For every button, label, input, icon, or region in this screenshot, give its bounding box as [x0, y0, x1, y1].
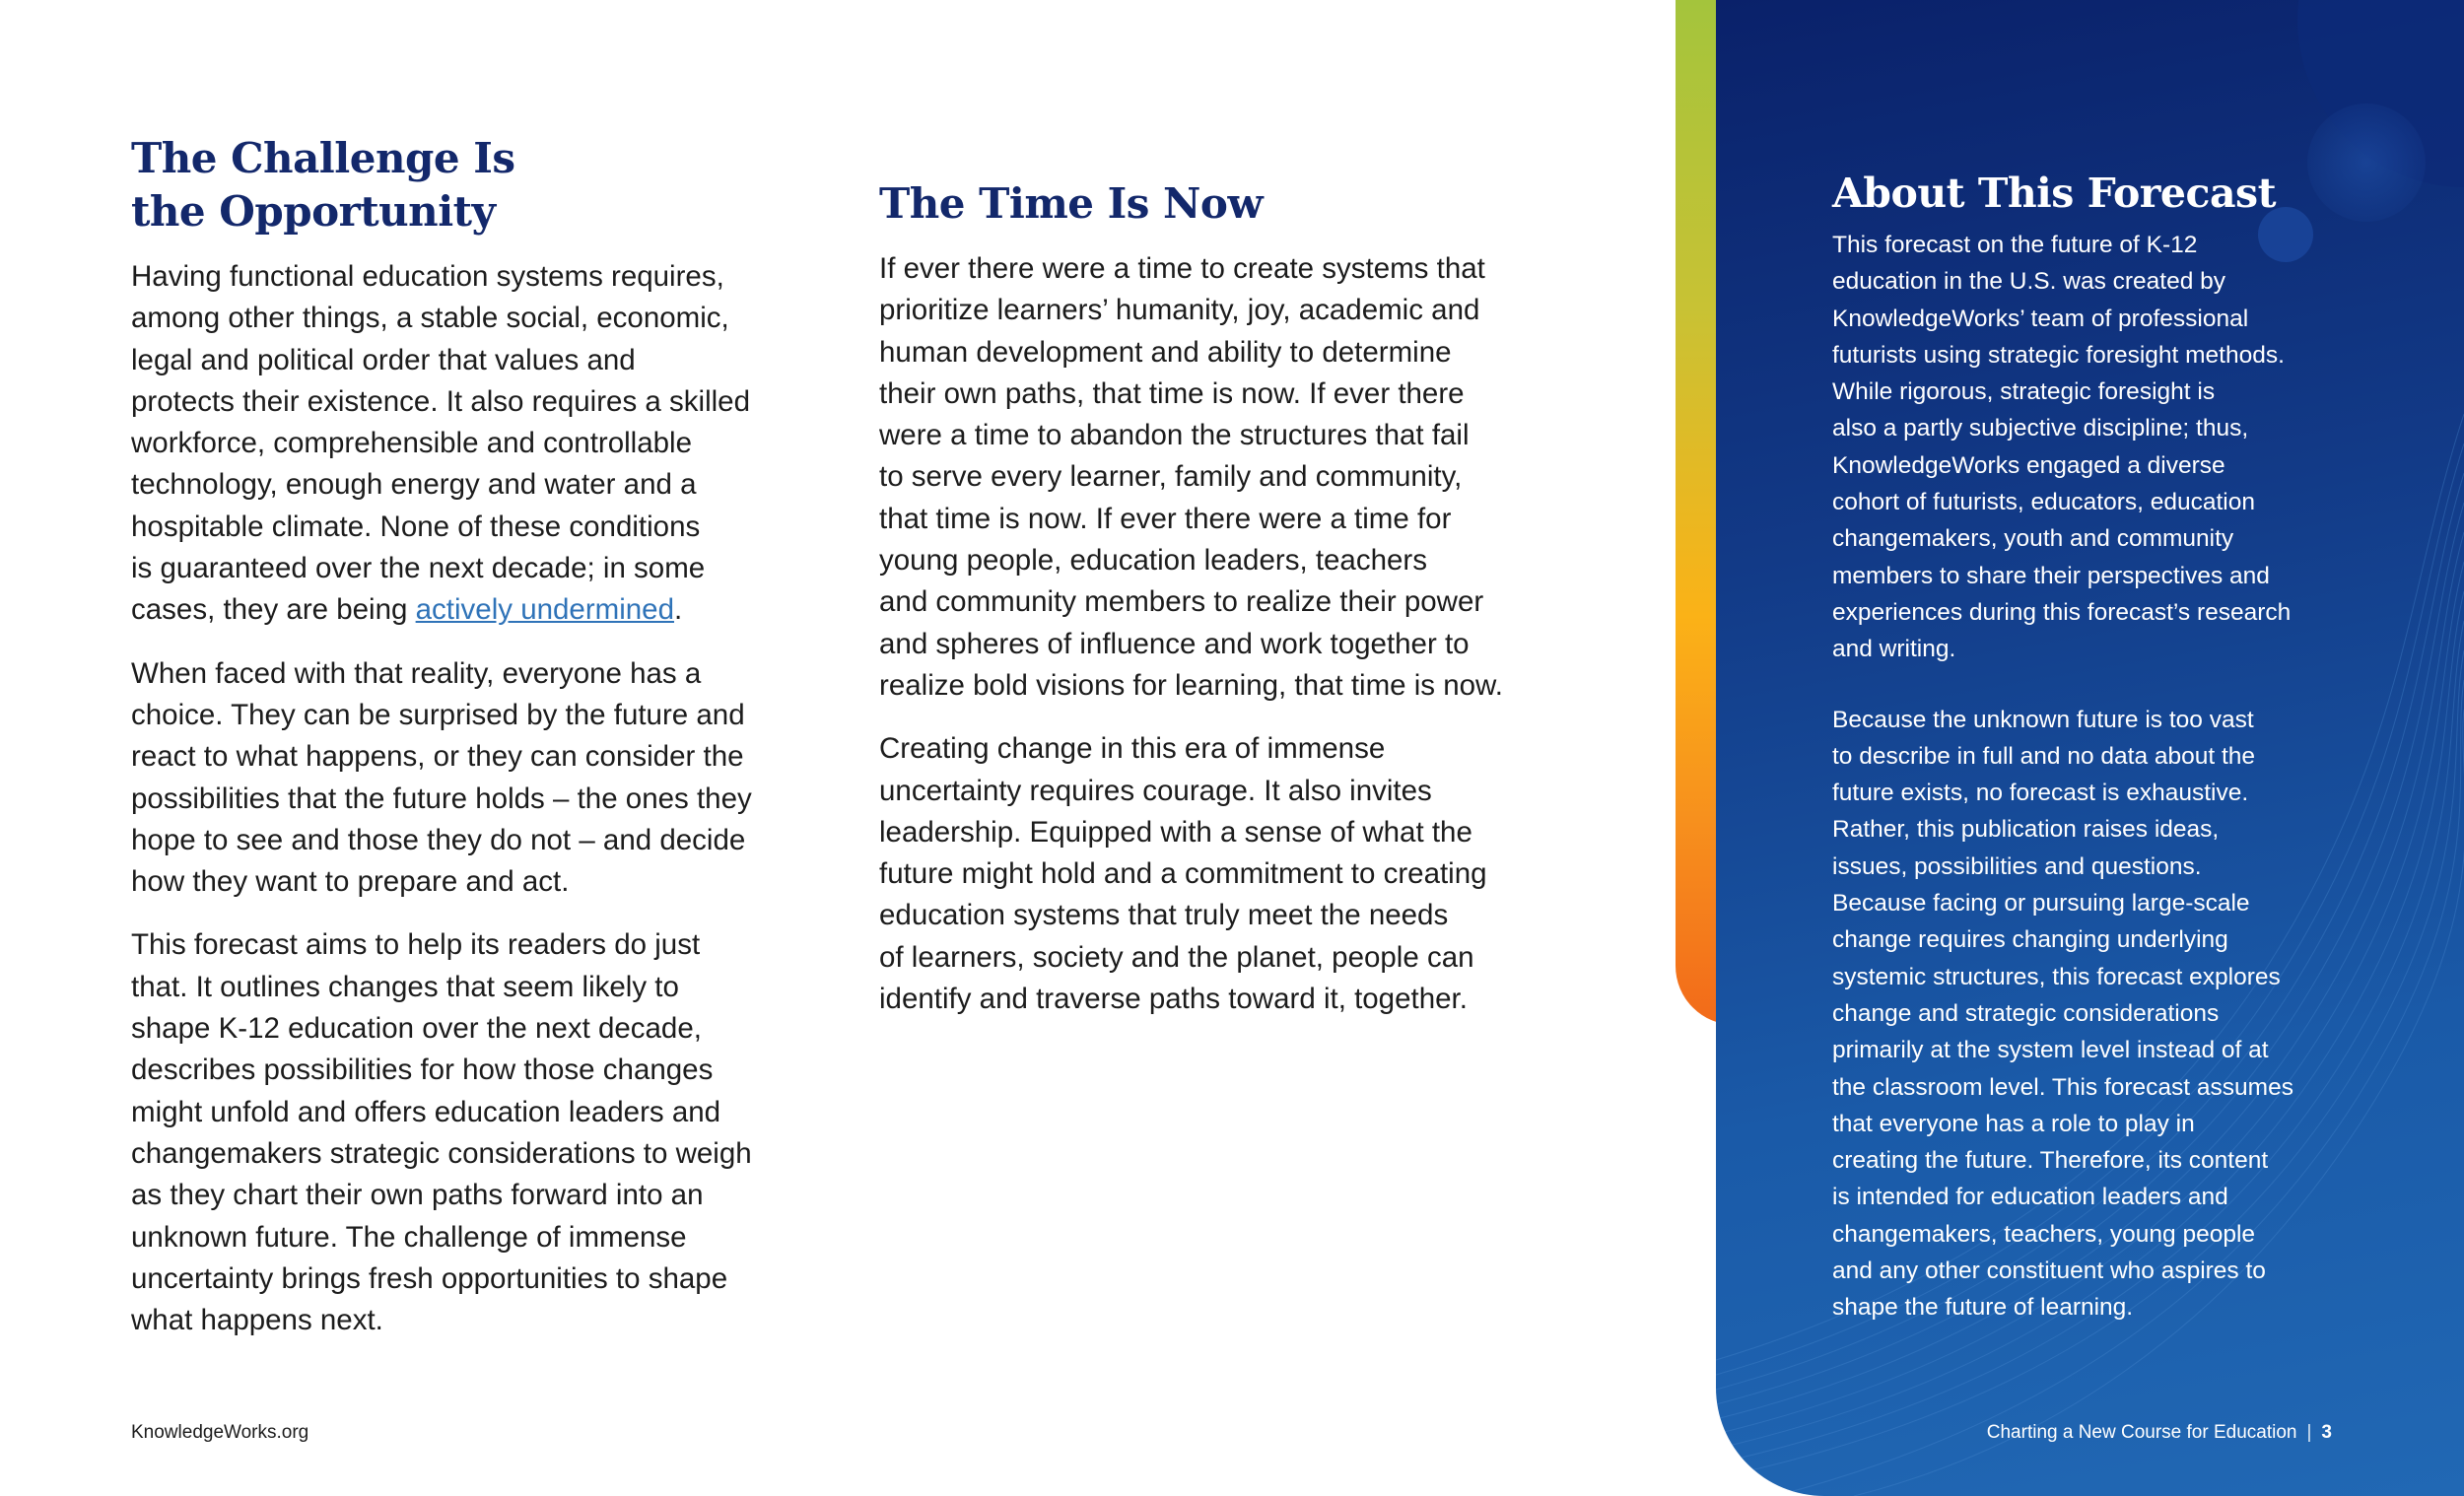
about-forecast-heading: About This Forecast — [1832, 170, 2277, 217]
actively-undermined-link[interactable]: actively undermined — [415, 593, 674, 627]
time-is-now-heading: The Time Is Now — [879, 179, 1264, 228]
about-forecast-panel — [1716, 0, 2464, 1496]
time-is-now-paragraph-2: Creating change in this era of immense uncertainty requires courage. It also invites leadership. Equipped with a sense of what the future might hold and a commitment to creating education systems that truly meet the needs of learners, society and the planet, people can identify and traverse paths toward it, together. — [879, 732, 1487, 1016]
about-forecast-paragraph-2: Because the unknown future is too vast to describe in full and no data about the future exists, no forecast is exhaustive. Rather, this publication raises ideas, issues, possibilities and questions. Because facing or pursuing large-scale change requires changing underlying systemic structures, this forecast explores change and strategic considerations primarily at the system level instead of at the classroom level. This forecast assumes that everyone has a role to play in creating the future. Therefore, its content is intended for education leaders and changemakers, teachers, young people and any other constituent who aspires to shape the future of learning. — [1832, 706, 2293, 1322]
time-is-now-paragraph-1: If ever there were a time to create systems that prioritize learners’ humanity, joy, academic and human development and ability to determine their own paths, that time is now. If ever there were a time to abandon the structures that fail to serve every learner, family and community, that time is now. If ever there were a time for young people, education leaders, teachers and community members to realize their power and spheres of influence and work together to realize bold visions for learning, that time is now. — [879, 252, 1503, 702]
page-number: 3 — [2321, 1422, 2332, 1443]
challenge-paragraph-2: When faced with that reality, everyone has a choice. They can be surprised by the future and react to what happens, or they can consider the possibilities that the future holds – the ones they hope to see and those they do not – and decide how they want to prepare and act. — [131, 656, 752, 899]
about-forecast-content — [1832, 168, 2345, 1360]
footer-publication-title: Charting a New Course for Education — [1986, 1422, 2297, 1443]
middle-column — [879, 177, 1549, 1042]
challenge-paragraph-1-end: . — [674, 593, 683, 627]
challenge-heading: The Challenge Is the Opportunity — [131, 134, 515, 236]
challenge-paragraph-3: This forecast aims to help its readers do just that. It outlines changes that seem likely to shape K-12 education over the next decade, describes possibilities for how those changes might unfold and offers education leaders and changemakers strategic considerations to weigh as they chart their own paths forward into an unknown future. The challenge of immense uncertainty brings fresh opportunities to shape what happens next. — [131, 928, 752, 1337]
challenge-paragraph-1 — [131, 256, 801, 632]
about-forecast-paragraph-1: This forecast on the future of K-12 education in the U.S. was created by KnowledgeWorks’ team of professional futurists using strategic foresight methods. While rigorous, strategic foresight is also a partly subjective discipline; thus, KnowledgeWorks engaged a diverse cohort of futurists, educators, education changemakers, youth and community members to share their perspectives and experiences during this forecast’s research and writing. — [1832, 232, 2292, 663]
challenge-paragraph-1-text: Having functional education systems requires, among other things, a stable social, economic, legal and political order that values and protects their existence. It also requires a skilled workforce, comprehensible and controllable technology, enough energy and water and a hospitable climate. None of these conditions is guaranteed over the next decade; in some cases, they are being — [131, 260, 750, 627]
footer-site-link[interactable]: KnowledgeWorks.org — [131, 1422, 309, 1443]
footer-page-info — [1987, 1422, 2332, 1444]
left-column — [131, 132, 801, 1363]
footer-separator: | — [2306, 1422, 2312, 1443]
